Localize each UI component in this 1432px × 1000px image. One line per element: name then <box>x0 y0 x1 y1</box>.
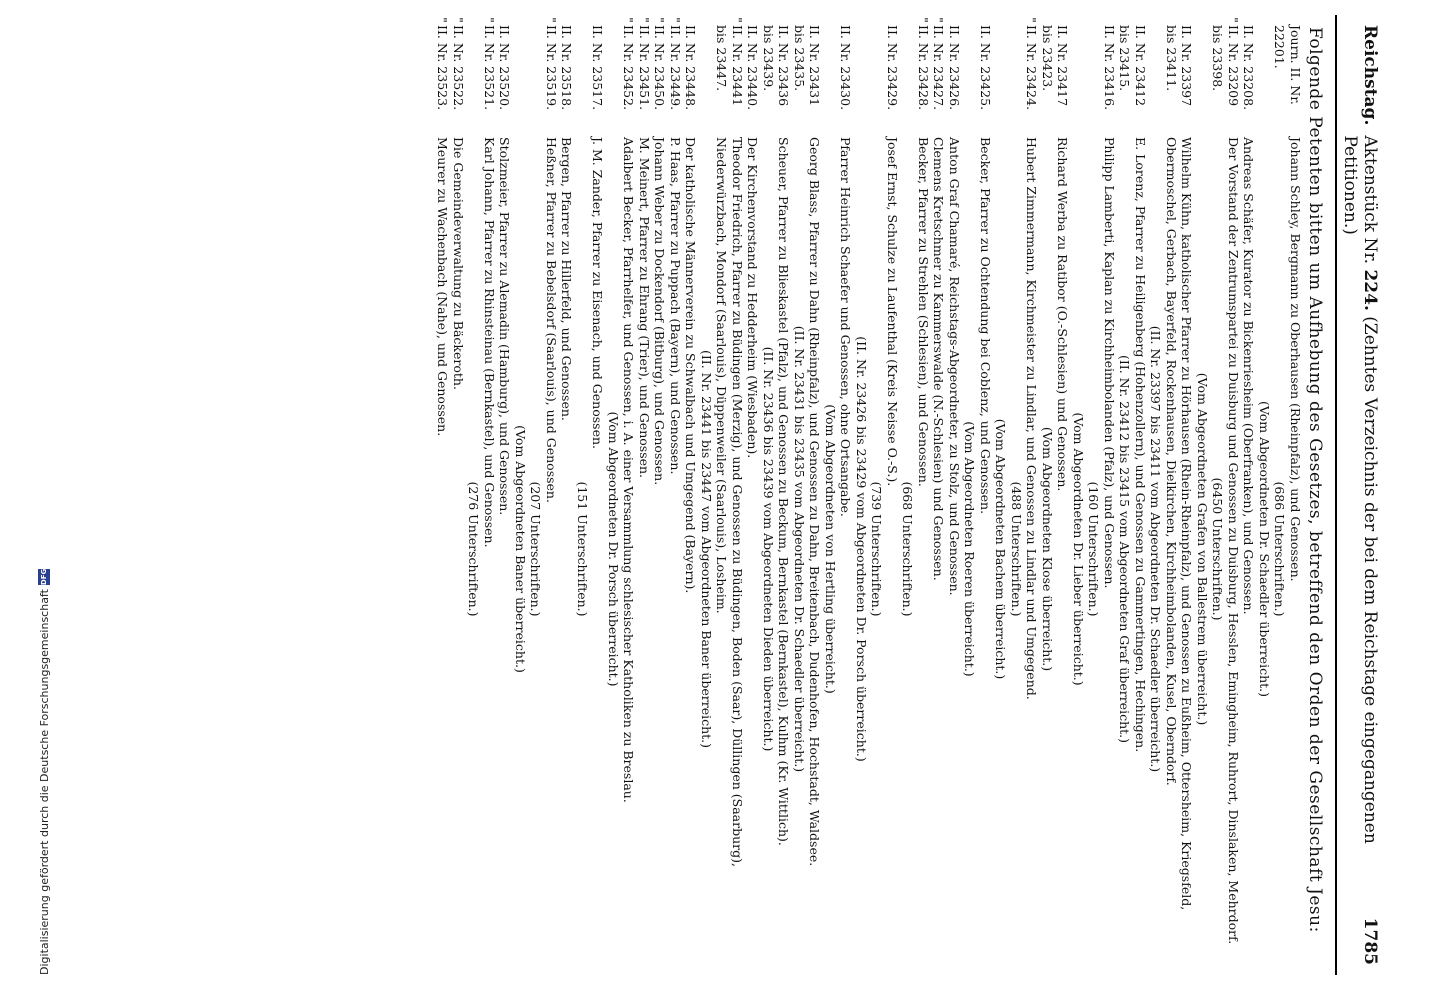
petition-text <box>1117 137 1148 975</box>
petition-number: II. Nr. 23521. <box>482 25 497 111</box>
petition-number: II. Nr. 23425. <box>978 25 993 111</box>
petitioner: Johann Schley, Bergmann zu Oberhausen (Rheinpfalz), und Genossen. <box>1288 137 1303 582</box>
petition-note: (Vom Abgeordneten Dr. Lieber überreicht.) <box>1071 412 1086 686</box>
petition-text <box>1195 137 1242 975</box>
petition-number: II. Nr. 23451. <box>637 25 652 111</box>
petition-text <box>931 137 947 975</box>
petition-list <box>435 15 1303 975</box>
digitization-credit <box>35 35 53 975</box>
petition-note: (II. Nr. 23441 bis 23447 vom Abgeordneten Baner überreicht.) <box>699 349 714 749</box>
petitioner: Philipp Lamberti, Kaplan zu Kirchheimbolanden (Pfalz), und Genossen. <box>1102 137 1117 589</box>
petition-entry <box>1071 15 1118 975</box>
ditto-mark <box>1148 15 1195 25</box>
petition-number: II. Nr. 23428. <box>916 25 931 111</box>
petition-number: II. Nr. 23427. <box>931 25 947 111</box>
petitioner: Becker, Pfarrer zu Ochtendung bei Coblenz, und Genossen. <box>978 137 993 515</box>
petition-entry <box>497 15 513 975</box>
petition-number: II. Nr. 23424. <box>1024 25 1040 111</box>
ditto-mark <box>559 15 575 25</box>
petition-note: (Vom Abgeordneten Roeren überreicht.) <box>962 421 978 677</box>
petition-entry <box>559 15 575 975</box>
petition-entry <box>451 15 467 975</box>
ditto-mark: " <box>621 17 637 23</box>
page-header <box>1335 15 1380 975</box>
petition-entry <box>513 15 560 975</box>
petitioner: Theodor Friedrich, Pfarrer zu Büdingen (Merzig), und Genossen zu Büdingen, Boden (Saar), Düllingen (Saarburg), Niederwürzbach, Mondorf (Saarlouis), Düppenweiler (Saarlouis), Losheim. <box>714 137 745 867</box>
petition-entry <box>900 15 931 975</box>
ditto-mark <box>947 15 963 25</box>
petitioner: Hubert Zimmermann, Kirchmeister zu Lindlar, und Genossen zu Lindlar und Umgegend. <box>1024 137 1040 700</box>
petition-text <box>1272 137 1303 975</box>
petition-note: (Vom Abgeordneten von Hertling überreicht.) <box>823 404 838 694</box>
petition-text <box>761 137 792 975</box>
petition-number <box>1257 25 1273 137</box>
petitioner: P. Haas, Pfarrer zu Puppach (Bayern), und Genossen. <box>668 137 683 475</box>
petition-number: II. Nr. 23430. <box>838 25 854 111</box>
petition-text <box>745 137 761 975</box>
petitioner: Richard Werba zu Ratibor (O.-Schlesien) und Genossen. <box>1055 137 1071 492</box>
petition-number: II. Nr. 23397 bis 23411. <box>1164 25 1195 107</box>
petition-note: (276 Unterschriften.) <box>466 481 482 617</box>
intro-text: Folgende Petenten bitten um Aufhebung des Gesetzes, betreffend den Orden der Gesellschaft Jesu: <box>1305 27 1325 933</box>
petition-text <box>823 137 854 975</box>
petition-note: (II. Nr. 23426 bis 23429 vom Abgeordneten Dr. Porsch überreicht.) <box>854 336 869 762</box>
petitioner: Clemens Kretschmer zu Kammerswalde (N.-Schlesien) und Genossen. <box>931 137 947 581</box>
ditto-mark: " <box>916 17 931 23</box>
petition-note: (Vom Abgeordneten Dr. Schaedler überreicht.) <box>1257 400 1272 698</box>
petition-number: II. Nr. 23440. <box>745 25 761 111</box>
petitioner: Andreas Schäfer, Kurator zu Bickenriesheim (Oberfranken), und Genossen. <box>1241 137 1257 615</box>
document-number: 224. <box>1360 269 1380 311</box>
petitioner: Becker, Pfarrer zu Strehlen (Schlesien), und Genossen. <box>916 137 931 487</box>
petitioner: Karl Johann, Pfarrer zu Rhinsteinau (Bernkastel), und Genossen. <box>482 137 497 548</box>
petition-entry <box>823 15 854 975</box>
petition-note: (686 Unterschriften.) <box>1272 481 1288 617</box>
petition-number: II. Nr. 23429. <box>885 25 900 111</box>
ditto-mark <box>575 15 606 25</box>
petition-entry <box>1241 15 1257 975</box>
petition-note: (151 Unterschriften.) <box>575 481 590 617</box>
ditto-mark: " <box>668 17 683 23</box>
petitioner: Der katholische Männerverein zu Schwalbach und Umgegend (Bayern). <box>683 137 699 594</box>
petition-entry <box>1195 15 1242 975</box>
petition-entry <box>637 15 653 975</box>
petitioner: Bergen, Pfarrer zu Hillerfeld, und Genossen. <box>559 137 575 421</box>
petition-entry <box>683 15 699 975</box>
petition-number: II. Nr. 23517. <box>590 25 606 111</box>
petition-text <box>497 137 513 975</box>
ditto-mark <box>854 15 901 25</box>
petition-entry <box>466 15 497 975</box>
ditto-mark: " <box>544 17 559 23</box>
petition-note: (6450 Unterschriften.) <box>1210 477 1226 621</box>
ditto-mark: " <box>730 17 745 23</box>
petitioner: Scheuer, Pfarrer zu Blieskastel (Pfalz), und Genossen zu Beckum, Bernkastel (Bernkastel), Kulhm (Kr. Wittlich). <box>776 137 792 846</box>
petitioner: Meurer zu Wachenbach (Nahe), und Genossen. <box>435 137 451 437</box>
ditto-mark: " <box>1024 17 1040 23</box>
petition-number: II. Nr. 23523. <box>435 25 451 111</box>
petition-entry <box>668 15 684 975</box>
petitioner: Stolzmeier, Pfarrer zu Alemadin (Hamburg), und Genossen. <box>497 137 513 516</box>
petition-entry <box>962 15 993 975</box>
petitioner: Der Vorstand der Zentrumspartei zu Duisburg und Genossen zu Duisburg, Hesslen, Emingheim, Ruhrort, Dinslaken, Mehrdorf. <box>1226 137 1241 945</box>
ditto-mark: " <box>451 17 466 23</box>
petition-note: (Vom Abgeordneten Klose überreicht.) <box>1040 426 1055 672</box>
petition-entry <box>947 15 963 975</box>
petition-text <box>900 137 931 975</box>
petitioner: Josef Ernst, Schulze zu Laufenthal (Kreis Neisse O.-S.). <box>885 137 900 487</box>
petition-text <box>1148 137 1195 975</box>
ditto-mark <box>1071 15 1118 25</box>
petition-number: II. Nr. 23522. <box>451 25 466 111</box>
ditto-mark <box>745 15 761 25</box>
ditto-mark <box>1040 15 1071 25</box>
petition-entry <box>792 15 823 975</box>
petition-text <box>993 137 1040 975</box>
ditto-mark <box>1257 15 1273 25</box>
petition-text <box>1257 137 1273 975</box>
page-number: 1785 <box>1360 917 1380 965</box>
ditto-mark: " <box>931 17 947 23</box>
petition-number: II. Nr. 23209 bis 23398. <box>1210 25 1241 107</box>
petitioner: Johann Weber zu Dockendorf (Bitburg), und Genossen. <box>652 137 668 486</box>
petition-note: (II. Nr. 23431 bis 23435 vom Abgeordneten Dr. Schaedler überreicht.) <box>792 325 807 773</box>
petitioner: Adalbert Becker, Pfarrhelfer, und Genossen, i. A. einer Versammlung schlesischer Katholiken zu Breslau. <box>621 137 637 803</box>
petition-text <box>513 137 560 975</box>
petitioner: Georg Blass, Pfarrer zu Dahn (Rheinpfalz), und Genossen zu Dahn, Breitenbach, Dudenhofen, Hochstadt, Waldsee. <box>807 137 823 867</box>
petition-entry <box>575 15 606 975</box>
petition-text <box>466 137 497 975</box>
petition-number: Journ. II. Nr. 22201. <box>1272 25 1303 105</box>
petition-entry <box>1272 15 1303 975</box>
rotated-page <box>0 15 1380 975</box>
petition-entry <box>1117 15 1148 975</box>
petition-entry <box>606 15 637 975</box>
petition-entry <box>854 15 901 975</box>
petition-entry <box>1148 15 1195 975</box>
petition-entry <box>761 15 792 975</box>
petition-number: II. Nr. 23208. <box>1241 25 1257 111</box>
petition-note: (Vom Abgeordneten Bachem überreicht.) <box>993 418 1009 680</box>
petitioner: Die Gemeindeverwaltung zu Bäckeroth. <box>451 137 466 390</box>
petition-entry <box>745 15 761 975</box>
petition-entry <box>931 15 947 975</box>
petition-text <box>947 137 963 975</box>
petitioner: Heßner, Pfarrer zu Bebelsdorf (Saarlouis), und Genossen. <box>544 137 559 503</box>
petition-text <box>575 137 606 975</box>
petition-text <box>451 137 467 975</box>
ditto-mark <box>761 15 792 25</box>
petition-number: II. Nr. 23417 bis 23423. <box>1040 25 1071 107</box>
petition-text <box>683 137 699 975</box>
petition-number: II. Nr. 23450. <box>652 25 668 111</box>
ditto-mark: " <box>652 17 668 23</box>
petition-number: II. Nr. 23452. <box>621 25 637 111</box>
petitioner: Anton Graf Chamaré, Reichstags-Abgeordneter, zu Stolz, und Genossen. <box>947 137 962 596</box>
ditto-mark <box>497 15 513 25</box>
petition-note: (739 Unterschriften.) <box>869 481 885 617</box>
petition-text <box>854 137 901 975</box>
petition-note: (Vom Abgeordneten Baner überreicht.) <box>513 425 528 673</box>
petition-entry <box>699 15 746 975</box>
petition-text <box>1241 137 1257 975</box>
petition-note: (Vom Abgeordneten Grafen von Ballestrem überreicht.) <box>1195 372 1210 726</box>
petitioner: E. Lorenz, Pfarrer zu Heiligenberg (Hohenzollern), und Genossen zu Gammertingen, Hechingen. <box>1133 137 1148 753</box>
ditto-mark: " <box>482 17 497 23</box>
petition-number: II. Nr. 23448. <box>683 25 699 111</box>
petition-text <box>652 137 668 975</box>
petition-text <box>699 137 746 975</box>
petitioner: Pfarrer Heinrich Schaefer und Genossen, ohne Ortsangabe. <box>838 137 854 517</box>
petition-note: (207 Unterschriften.) <box>528 481 544 617</box>
petition-note: (160 Unterschriften.) <box>1086 481 1102 617</box>
ditto-mark <box>1117 15 1148 25</box>
petition-entry <box>652 15 668 975</box>
petition-note: (488 Unterschriften.) <box>1009 481 1024 617</box>
petitioner: J. M. Zander, Pfarrer zu Eisenach, und Genossen. <box>590 137 606 449</box>
ditto-mark <box>962 15 993 25</box>
ditto-mark: " <box>637 17 652 23</box>
petition-note: (II. Nr. 23436 bis 23439 vom Abgeordneten Dieden überreicht.) <box>761 346 776 752</box>
ditto-mark <box>823 15 854 25</box>
petition-note: (II. Nr. 23397 bis 23411 vom Abgeordneten Dr. Schaedler überreicht.) <box>1148 325 1164 773</box>
petition-number: II. Nr. 23416. <box>1102 25 1117 111</box>
petition-entry <box>435 15 451 975</box>
petition-number: II. Nr. 23431 bis 23435. <box>792 25 823 107</box>
petition-number: II. Nr. 23436 bis 23439. <box>761 25 792 107</box>
ditto-mark <box>683 15 699 25</box>
credit-text: Digitalisierung gefördert durch die Deutsche Forschungsgemeinschaft <box>37 589 51 975</box>
petition-text <box>668 137 684 975</box>
ditto-mark: " <box>1226 17 1241 23</box>
petition-text <box>637 137 653 975</box>
ditto-mark <box>1272 15 1303 25</box>
dfg-logo-icon: DFG <box>40 568 48 586</box>
petition-note: (Vom Abgeordneten Dr. Porsch überreicht.) <box>606 411 621 687</box>
petition-text <box>435 137 451 975</box>
petition-text <box>792 137 823 975</box>
petitioner: Der Kirchenvorstand zu Hedderheim (Wiesbaden). <box>745 137 761 459</box>
petition-number: II. Nr. 23426. <box>947 25 962 111</box>
petition-text <box>606 137 637 975</box>
petitioner: M. Meinert, Pfarrer zu Ehrang (Trier), und Genossen. <box>637 137 652 479</box>
petition-entry <box>1257 15 1273 975</box>
ditto-mark <box>1241 15 1257 25</box>
petition-number: II. Nr. 23441 bis 23447. <box>714 25 745 107</box>
petition-number: II. Nr. 23518. <box>559 25 575 111</box>
ditto-mark <box>792 15 823 25</box>
petition-number: II. Nr. 23519. <box>544 25 559 111</box>
petition-entry <box>1040 15 1071 975</box>
source-label: Reichstag. <box>1360 25 1380 126</box>
petition-note: (II. Nr. 23412 bis 23415 vom Abgeordneten Graf überreicht.) <box>1117 354 1133 744</box>
document-title: (Zehntes Verzeichnis der bei dem Reichstage eingegangenen Petitionen.) <box>1340 135 1380 844</box>
document-reference: Aktenstück Nr. 224. (Zehntes Verzeichnis der bei dem Reichstage eingegangenen Petitionen.) <box>1340 135 1380 844</box>
petition-note: (668 Unterschriften.) <box>900 481 916 617</box>
petition-text <box>1040 137 1071 975</box>
petition-text <box>962 137 993 975</box>
ditto-mark: " <box>435 17 451 23</box>
petition-text <box>1071 137 1118 975</box>
petition-entry <box>993 15 1040 975</box>
petition-number: II. Nr. 23449. <box>668 25 683 111</box>
petition-number: II. Nr. 23412 bis 23415. <box>1117 25 1148 107</box>
petition-text <box>559 137 575 975</box>
petitioner: Wilhelm Kühn, katholischer Pfarrer zu Hörhausen (Rhein-Rheinpfalz), und Genossen zu Eußheim, Ottersheim, Kriegsfeld, Obermoschel, Gerbach, Bayerfeld, Rockenhausen, Dielkirchen, Kirchheimbolanden, Kusel, Oberndorf. <box>1164 137 1195 911</box>
petition-number: II. Nr. 23520. <box>497 25 513 111</box>
